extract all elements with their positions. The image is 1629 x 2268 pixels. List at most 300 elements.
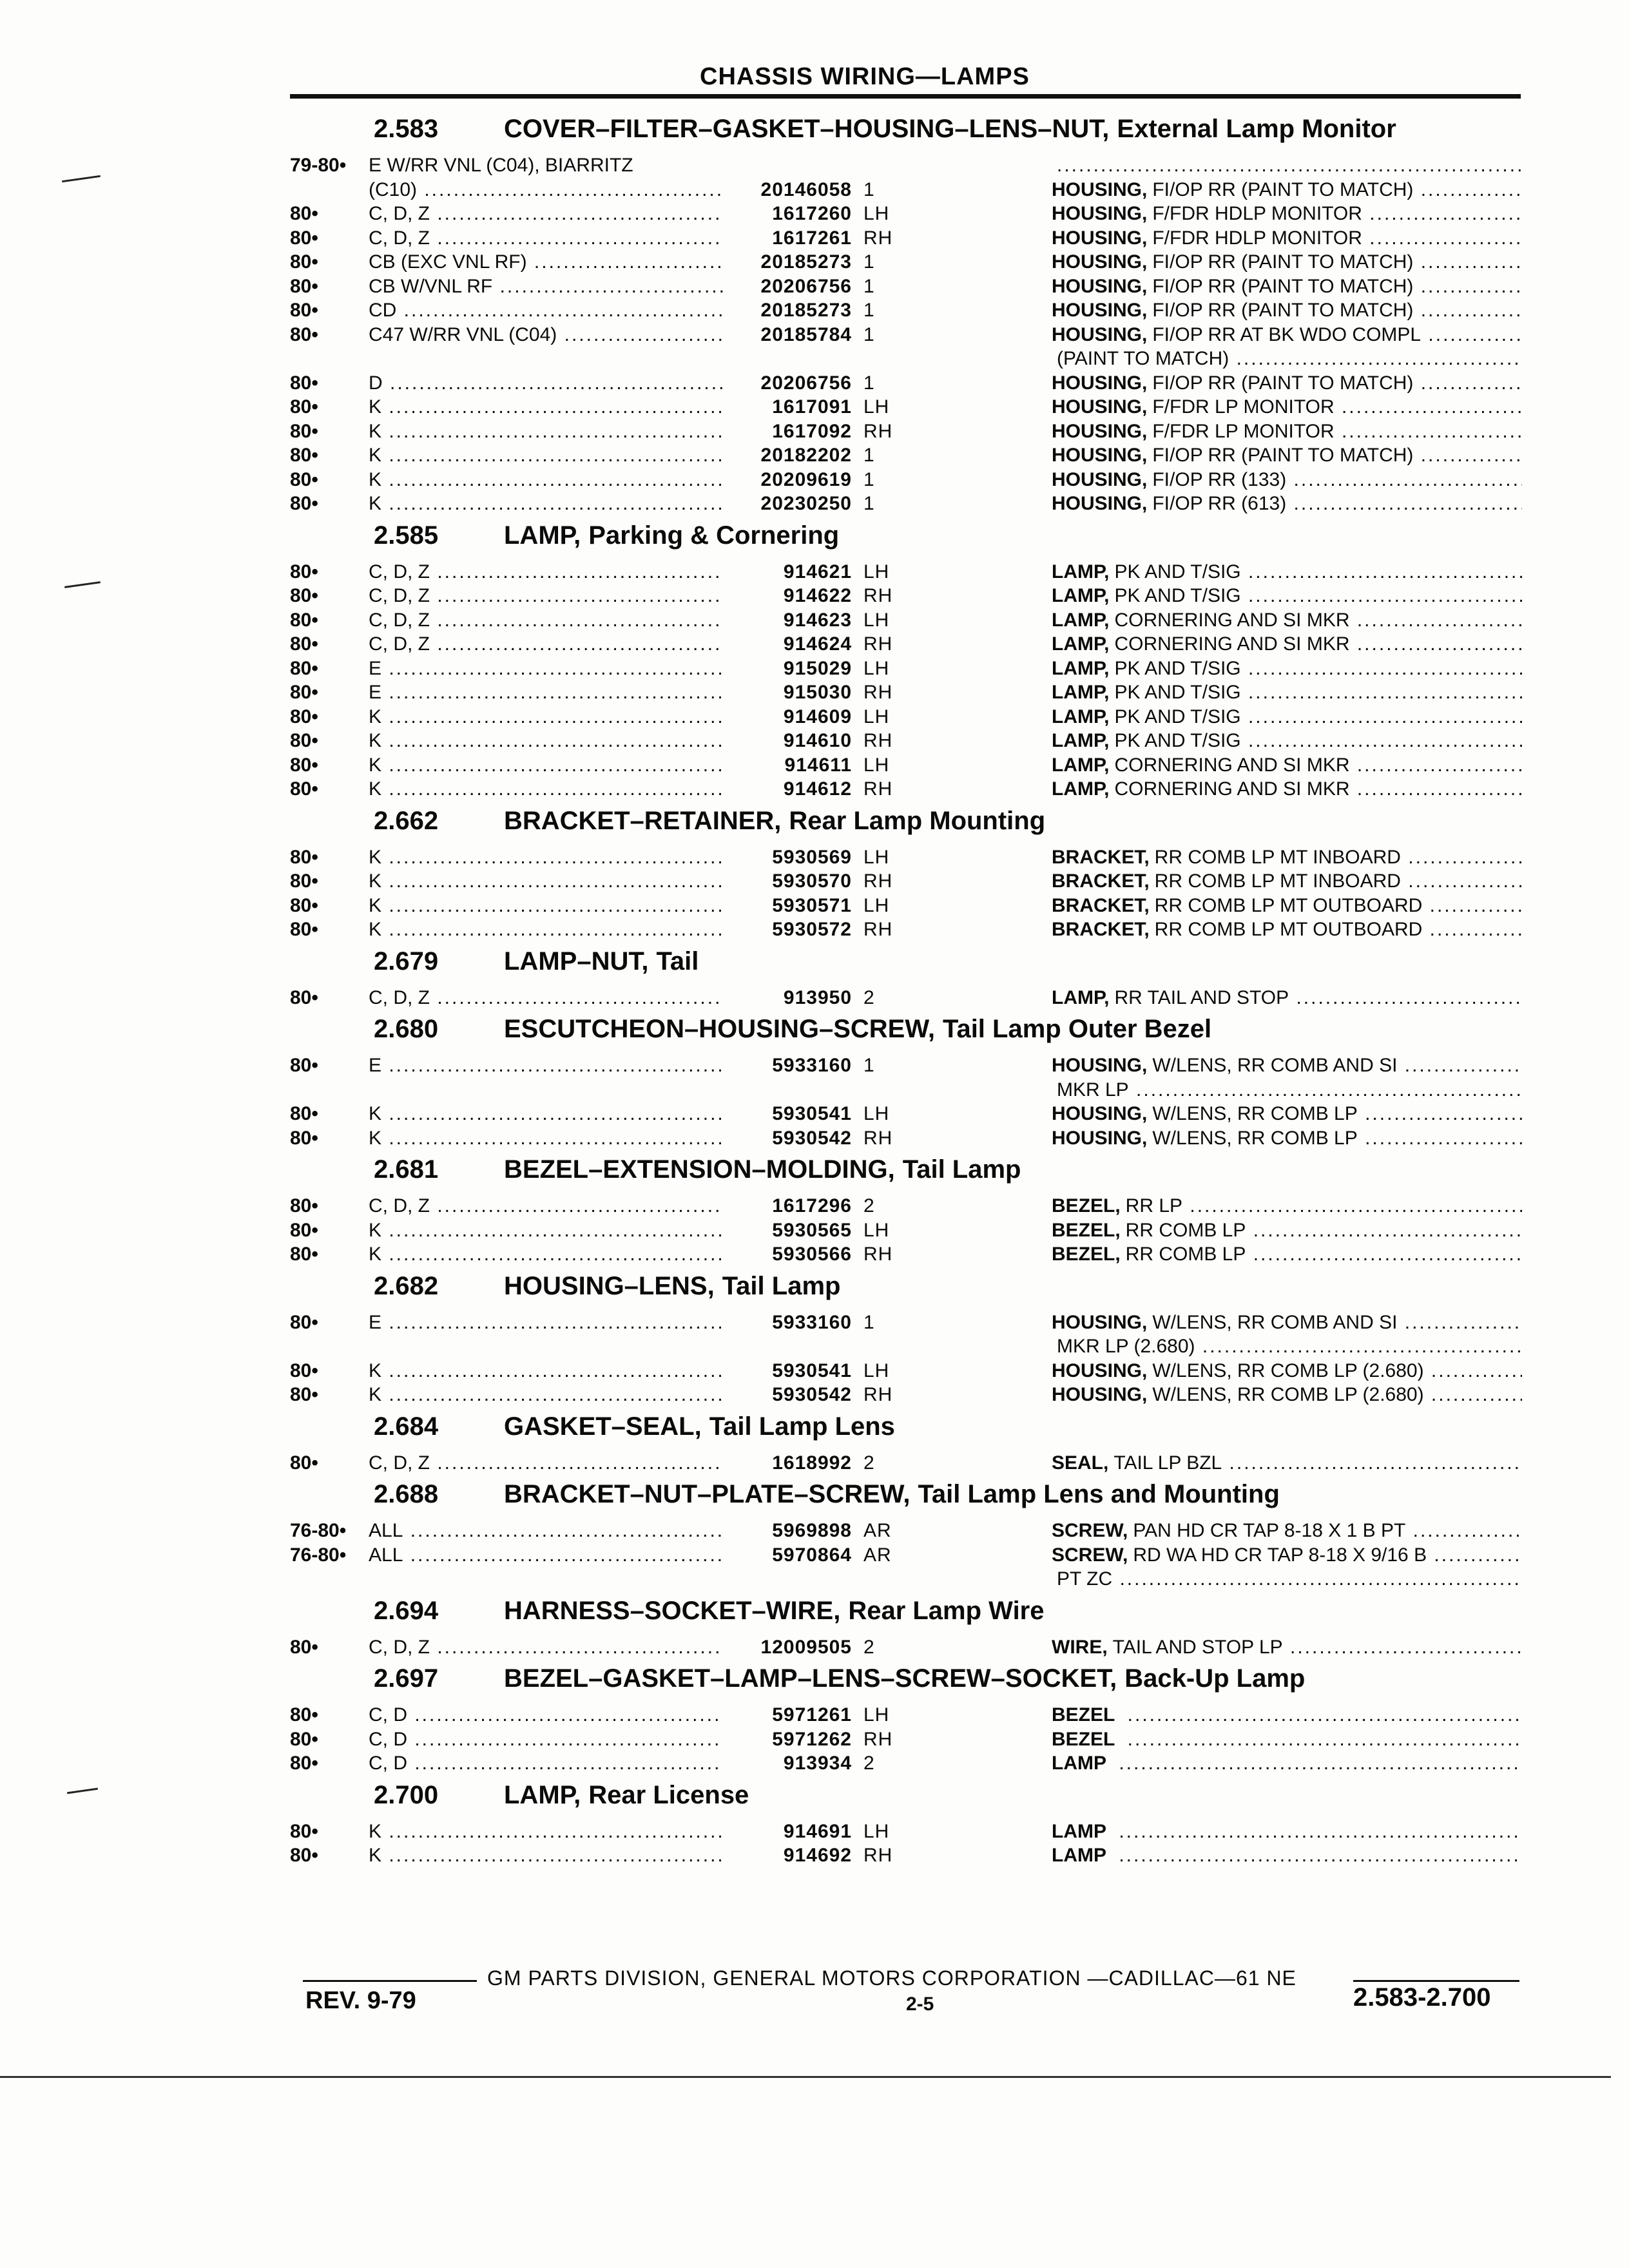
part-number: 5930542: [772, 1384, 852, 1405]
description-noun: HOUSING,: [1052, 1127, 1148, 1149]
quantity: 2: [863, 1195, 875, 1216]
description-noun: LAMP,: [1052, 657, 1110, 679]
description-noun: HOUSING,: [1052, 178, 1148, 200]
quantity: RH: [863, 682, 893, 703]
part-number: 5933160: [772, 1055, 852, 1076]
description-text: RR COMB LP MT OUTBOARD: [1154, 919, 1423, 940]
section-name-main: BRACKET–NUT–PLATE–SCREW,: [504, 1480, 911, 1508]
parts-row: [0, 1359, 1629, 1385]
section-name: [504, 947, 699, 976]
parts-row: [0, 1383, 1629, 1408]
part-description: [1052, 869, 1522, 894]
description-text: TAIL AND STOP LP: [1112, 1636, 1283, 1658]
part-description: [1052, 274, 1522, 299]
section-name: [504, 1480, 1280, 1509]
description-noun: LAMP,: [1052, 706, 1110, 727]
parts-row: [0, 845, 1629, 871]
section-name-sub: Tail Lamp: [722, 1271, 841, 1300]
description-noun: HOUSING,: [1052, 420, 1148, 442]
model-year: 80•: [290, 251, 318, 273]
quantity: 2: [863, 1452, 875, 1474]
model-year: 80•: [290, 846, 318, 868]
description-noun: LAMP,: [1052, 730, 1110, 751]
model-code: C, D, Z .....: [369, 1194, 723, 1218]
parts-row: [0, 178, 1629, 204]
description-noun: LAMP: [1052, 1845, 1106, 1866]
parts-row: [0, 680, 1629, 706]
part-number: 20182202: [760, 445, 852, 466]
parts-row: [0, 632, 1629, 658]
quantity: LH: [863, 396, 890, 418]
parts-row: [0, 560, 1629, 586]
part-number: 1617092: [772, 420, 852, 442]
section-number: 2.682: [374, 1271, 439, 1300]
part-number: 914692: [783, 1845, 852, 1866]
model-year: 80•: [290, 585, 318, 606]
quantity: 1: [863, 1311, 875, 1333]
part-number: 913934: [783, 1753, 852, 1774]
parts-row: [0, 1334, 1629, 1360]
part-number: 5930566: [772, 1244, 852, 1265]
description-text: MKR LP (2.680): [1057, 1336, 1195, 1357]
model-code: CB (EXC VNL RF) .....: [369, 250, 723, 274]
part-number: 20185273: [760, 300, 852, 321]
part-number: 914622: [783, 585, 852, 606]
model-code: K .....: [369, 845, 723, 870]
section-name: [504, 521, 839, 550]
description-text: W/LENS, RR COMB LP (2.680): [1152, 1360, 1424, 1381]
description-text: FI/OP RR (613): [1152, 493, 1287, 514]
model-code: C, D .....: [369, 1703, 723, 1727]
part-description: [1052, 894, 1522, 918]
parts-row: [0, 298, 1629, 324]
parts-row: [0, 1218, 1629, 1244]
quantity: RH: [863, 1384, 893, 1405]
model-year: 80•: [290, 1055, 318, 1076]
part-number: 914609: [783, 706, 852, 727]
description-noun: HOUSING,: [1052, 445, 1148, 466]
footer-page-number: 2-5: [906, 1994, 934, 2015]
description-text: MKR LP: [1057, 1079, 1129, 1100]
part-number: 5930542: [772, 1127, 852, 1149]
section-name-sub: Parking & Cornering: [588, 521, 840, 550]
model-year: 80•: [290, 1728, 318, 1750]
description-noun: LAMP,: [1052, 585, 1110, 606]
part-description: [1052, 347, 1522, 371]
part-description: [1052, 323, 1522, 347]
parts-row: [0, 1126, 1629, 1152]
part-number: 20146058: [760, 178, 852, 200]
part-number: 20185273: [760, 251, 852, 273]
parts-row: [0, 1543, 1629, 1569]
description-noun: LAMP,: [1052, 609, 1110, 631]
parts-row: [0, 918, 1629, 943]
quantity: RH: [863, 227, 893, 249]
description-noun: BEZEL,: [1052, 1219, 1121, 1241]
part-description: [1052, 986, 1522, 1010]
quantity: 1: [863, 372, 875, 394]
parts-row: [0, 869, 1629, 895]
description-noun: WIRE,: [1052, 1636, 1108, 1658]
section-name-sub: Tail: [656, 947, 699, 975]
model-code: K .....: [369, 1820, 723, 1844]
quantity: RH: [863, 1845, 893, 1866]
model-year: 80•: [290, 1820, 318, 1842]
description-noun: SCREW,: [1052, 1520, 1128, 1541]
quantity: RH: [863, 420, 893, 442]
model-code: K .....: [369, 753, 723, 778]
description-text: PK AND T/SIG: [1114, 730, 1241, 751]
section-name-sub: Tail Lamp: [902, 1155, 1021, 1184]
model-year: 80•: [290, 1704, 318, 1725]
description-noun: LAMP,: [1052, 986, 1110, 1008]
parts-row: [0, 1567, 1629, 1593]
parts-row: [0, 1053, 1629, 1079]
section-number: 2.680: [374, 1015, 439, 1043]
part-number: 914612: [783, 778, 852, 800]
quantity: RH: [863, 1127, 893, 1149]
description-noun: LAMP,: [1052, 633, 1110, 655]
part-number: 914621: [783, 561, 852, 582]
part-description: [1052, 443, 1522, 468]
model-year: 80•: [290, 778, 318, 800]
part-description: [1052, 1820, 1522, 1844]
model-year: 80•: [290, 1103, 318, 1124]
parts-row: [0, 395, 1629, 421]
section-name-main: HOUSING–LENS,: [504, 1271, 715, 1300]
part-number: 1618992: [772, 1452, 852, 1474]
parts-row: [0, 1451, 1629, 1477]
parts-row: [0, 986, 1629, 1012]
model-code: E W/RR VNL (C04), BIARRITZ: [369, 155, 633, 176]
part-description: [1052, 729, 1522, 753]
description-text: PK AND T/SIG: [1114, 682, 1241, 703]
description-text: FI/OP RR AT BK WDO COMPL: [1152, 323, 1422, 345]
model-year: 80•: [290, 609, 318, 631]
section-name: [504, 1015, 1211, 1044]
part-number: 5930572: [772, 919, 852, 940]
description-text: W/LENS, RR COMB LP (2.680): [1152, 1384, 1424, 1405]
description-noun: LAMP,: [1052, 682, 1110, 703]
part-number: 5970864: [772, 1544, 852, 1566]
quantity: LH: [863, 894, 890, 916]
part-description: [1052, 492, 1522, 516]
part-description: [1052, 1078, 1522, 1102]
part-number: 12009505: [760, 1636, 852, 1658]
description-noun: HOUSING,: [1052, 1360, 1148, 1381]
quantity: RH: [863, 730, 893, 751]
section-name-main: HARNESS–SOCKET–WIRE,: [504, 1596, 841, 1625]
part-number: 5969898: [772, 1520, 852, 1541]
footer-publisher: GM PARTS DIVISION, GENERAL MOTORS CORPORATION —CADILLAC—61 NE: [487, 1966, 1296, 1990]
description-text: F/FDR HDLP MONITOR: [1152, 227, 1362, 249]
section-name-main: LAMP,: [504, 521, 581, 550]
description-text: W/LENS, RR COMB LP: [1152, 1127, 1358, 1149]
model-code: K .....: [369, 918, 723, 942]
model-year: 76-80•: [290, 1520, 347, 1541]
part-number: 915029: [783, 657, 852, 679]
quantity: 1: [863, 468, 875, 490]
parts-row: [0, 347, 1629, 372]
description-text: FI/OP RR (133): [1152, 468, 1287, 490]
model-code: E .....: [369, 680, 723, 705]
model-year: 80•: [290, 561, 318, 582]
description-noun: HOUSING,: [1052, 468, 1148, 490]
parts-row: [0, 202, 1629, 227]
model-year: 79-80•: [290, 155, 347, 176]
section-name-main: LAMP–NUT,: [504, 947, 649, 975]
model-year: 80•: [290, 300, 318, 321]
model-year: 80•: [290, 1845, 318, 1866]
description-text: F/FDR HDLP MONITOR: [1152, 203, 1362, 224]
section-name: [504, 1272, 840, 1301]
model-code: CD .....: [369, 298, 723, 323]
description-text: RD WA HD CR TAP 8-18 X 9/16 B: [1133, 1544, 1427, 1566]
model-code: E .....: [369, 1311, 723, 1335]
description-noun: HOUSING,: [1052, 300, 1148, 321]
quantity: 2: [863, 1753, 875, 1774]
header-rule: [290, 94, 1521, 99]
description-text: FI/OP RR (PAINT TO MATCH): [1152, 445, 1414, 466]
part-number: 5930541: [772, 1103, 852, 1124]
parts-row: [0, 584, 1629, 610]
description-noun: HOUSING,: [1052, 1055, 1148, 1076]
model-year: 80•: [290, 1753, 318, 1774]
quantity: 2: [863, 986, 875, 1008]
quantity: LH: [863, 203, 890, 224]
description-text: RR TAIL AND STOP: [1114, 986, 1289, 1008]
part-description: [1052, 1703, 1522, 1727]
part-description: [1052, 468, 1522, 492]
part-description: [1052, 608, 1522, 633]
model-code: C, D, Z .....: [369, 560, 723, 584]
part-description: [1052, 1126, 1522, 1151]
part-description: [1052, 202, 1522, 226]
model-code: K .....: [369, 705, 723, 729]
section-name-sub: Rear Lamp Wire: [848, 1596, 1045, 1625]
part-number: 1617091: [772, 396, 852, 418]
section-number: 2.585: [374, 521, 439, 550]
description-text: RR COMB LP MT OUTBOARD: [1154, 894, 1423, 916]
description-text: PK AND T/SIG: [1114, 706, 1241, 727]
part-description: [1052, 1311, 1522, 1335]
model-year: 80•: [290, 323, 318, 345]
model-code: C, D, Z .....: [369, 202, 723, 226]
parts-row: [0, 1242, 1629, 1268]
model-year: 80•: [290, 986, 318, 1008]
description-noun: HOUSING,: [1052, 1384, 1148, 1405]
parts-row: [0, 226, 1629, 252]
model-code: ALL .....: [369, 1543, 723, 1568]
model-code: K .....: [369, 419, 723, 444]
description-text: RR COMB LP: [1125, 1219, 1246, 1241]
part-description: [1052, 1635, 1522, 1660]
section-name-main: ESCUTCHEON–HOUSING–SCREW,: [504, 1015, 935, 1043]
part-description: [1052, 1218, 1522, 1243]
description-noun: HOUSING,: [1052, 323, 1148, 345]
parts-row: [0, 371, 1629, 397]
quantity: 1: [863, 251, 875, 273]
footer-rule-right: [1353, 1980, 1519, 1982]
parts-row: [0, 443, 1629, 469]
section-name-sub: Tail Lamp Lens and Mounting: [918, 1480, 1280, 1508]
quantity: RH: [863, 585, 893, 606]
model-code: C, D, Z .....: [369, 986, 723, 1010]
model-year: 76-80•: [290, 1544, 347, 1566]
model-year: 80•: [290, 275, 318, 297]
description-noun: BRACKET,: [1052, 894, 1150, 916]
quantity: LH: [863, 1103, 890, 1124]
quantity: RH: [863, 919, 893, 940]
section-number: 2.697: [374, 1664, 439, 1693]
quantity: LH: [863, 1360, 890, 1381]
model-year: 80•: [290, 445, 318, 466]
description-text: PK AND T/SIG: [1114, 561, 1241, 582]
description-text: F/FDR LP MONITOR: [1152, 420, 1335, 442]
description-noun: HOUSING,: [1052, 396, 1148, 418]
description-text: FI/OP RR (PAINT TO MATCH): [1152, 275, 1414, 297]
description-text: FI/OP RR (PAINT TO MATCH): [1152, 251, 1414, 273]
part-description: [1052, 1194, 1522, 1218]
description-text: RR LP: [1125, 1195, 1183, 1216]
part-number: 914610: [783, 730, 852, 751]
parts-row: [0, 274, 1629, 300]
description-noun: BEZEL,: [1052, 1244, 1121, 1265]
description-noun: HOUSING,: [1052, 251, 1148, 273]
description-text: FI/OP RR (PAINT TO MATCH): [1152, 300, 1414, 321]
parts-row: [0, 1102, 1629, 1128]
part-number: 20206756: [760, 372, 852, 394]
part-description: [1052, 395, 1522, 419]
model-code: D .....: [369, 371, 723, 396]
part-description: [1052, 1242, 1522, 1267]
part-number: 1617261: [772, 227, 852, 249]
model-code: (C10) .....: [369, 178, 723, 202]
description-text: FI/OP RR (PAINT TO MATCH): [1152, 372, 1414, 394]
model-year: 80•: [290, 1219, 318, 1241]
section-number: 2.679: [374, 947, 439, 975]
part-number: 915030: [783, 682, 852, 703]
quantity: RH: [863, 633, 893, 655]
section-number: 2.684: [374, 1412, 439, 1441]
part-description: [1052, 1102, 1522, 1126]
parts-row: [0, 419, 1629, 445]
model-code: C, D .....: [369, 1727, 723, 1752]
part-number: 1617260: [772, 203, 852, 224]
part-description: [1052, 777, 1522, 802]
section-name-sub: Tail Lamp Lens: [709, 1412, 895, 1441]
parts-row: [0, 1194, 1629, 1220]
model-year: 80•: [290, 894, 318, 916]
model-code: K .....: [369, 443, 723, 468]
model-year: 80•: [290, 706, 318, 727]
model-code: E .....: [369, 1053, 723, 1078]
section-name-main: BEZEL–EXTENSION–MOLDING,: [504, 1155, 895, 1184]
part-number: 20209619: [760, 468, 852, 490]
model-code: C, D, Z .....: [369, 584, 723, 608]
part-number: 914611: [784, 754, 852, 776]
section-number: 2.700: [374, 1780, 439, 1809]
model-year: 80•: [290, 468, 318, 490]
model-code: K .....: [369, 894, 723, 918]
parts-row: [0, 323, 1629, 349]
description-noun: HOUSING,: [1052, 275, 1148, 297]
section-number: 2.583: [374, 115, 439, 143]
quantity: LH: [863, 657, 890, 679]
parts-row: [0, 894, 1629, 919]
model-year: 80•: [290, 1311, 318, 1333]
description-noun: BRACKET,: [1052, 870, 1150, 892]
description-text: CORNERING AND SI MKR: [1114, 754, 1350, 776]
model-code: K .....: [369, 1843, 723, 1868]
model-year: 80•: [290, 203, 318, 224]
model-year: 80•: [290, 420, 318, 442]
model-year: 80•: [290, 657, 318, 679]
section-name: [504, 1155, 1021, 1184]
model-code: K .....: [369, 869, 723, 894]
model-year: 80•: [290, 396, 318, 418]
model-year: 80•: [290, 1360, 318, 1381]
part-description: [1052, 1383, 1522, 1407]
section-name-main: COVER–FILTER–GASKET–HOUSING–LENS–NUT,: [504, 115, 1110, 143]
model-year: 80•: [290, 227, 318, 249]
description-text: RR COMB LP MT INBOARD: [1154, 870, 1401, 892]
scan-bottom-rule: [0, 2076, 1611, 2078]
parts-row: [0, 153, 1629, 179]
part-description: [1052, 753, 1522, 778]
section-name: [504, 807, 1045, 836]
model-code: E .....: [369, 657, 723, 681]
model-year: 80•: [290, 1384, 318, 1405]
part-description: [1052, 1519, 1522, 1543]
parts-row: [0, 608, 1629, 634]
part-number: 5930541: [772, 1360, 852, 1381]
part-number: 5971261: [772, 1704, 852, 1725]
description-text: CORNERING AND SI MKR: [1114, 778, 1350, 800]
part-number: 5933160: [772, 1311, 852, 1333]
description-noun: BEZEL: [1052, 1728, 1115, 1750]
description-noun: BRACKET,: [1052, 846, 1150, 868]
section-number: 2.662: [374, 806, 439, 835]
section-name-main: GASKET–SEAL,: [504, 1412, 702, 1441]
footer-rule-left: [303, 1980, 477, 1982]
description-text: PK AND T/SIG: [1114, 585, 1241, 606]
quantity: 1: [863, 323, 875, 345]
description-noun: LAMP,: [1052, 754, 1110, 776]
parts-row: [0, 1703, 1629, 1729]
part-description: [1052, 1751, 1522, 1776]
description-noun: BRACKET,: [1052, 919, 1150, 940]
description-text: RR COMB LP MT INBOARD: [1154, 846, 1401, 868]
quantity: 1: [863, 178, 875, 200]
model-code: C, D, Z .....: [369, 632, 723, 657]
description-noun: HOUSING,: [1052, 493, 1148, 514]
description-noun: SCREW,: [1052, 1544, 1128, 1566]
description-noun: HOUSING,: [1052, 227, 1148, 249]
quantity: 1: [863, 275, 875, 297]
quantity: LH: [863, 706, 890, 727]
quantity: LH: [863, 609, 890, 631]
parts-row: [0, 1843, 1629, 1869]
description-text: (PAINT TO MATCH): [1057, 348, 1229, 369]
quantity: LH: [863, 1219, 890, 1241]
model-year: 80•: [290, 1452, 318, 1474]
model-code: K .....: [369, 395, 723, 419]
model-code: K .....: [369, 492, 723, 516]
model-code: C, D, Z .....: [369, 226, 723, 251]
section-name: [504, 1664, 1305, 1693]
description-noun: HOUSING,: [1052, 1103, 1148, 1124]
